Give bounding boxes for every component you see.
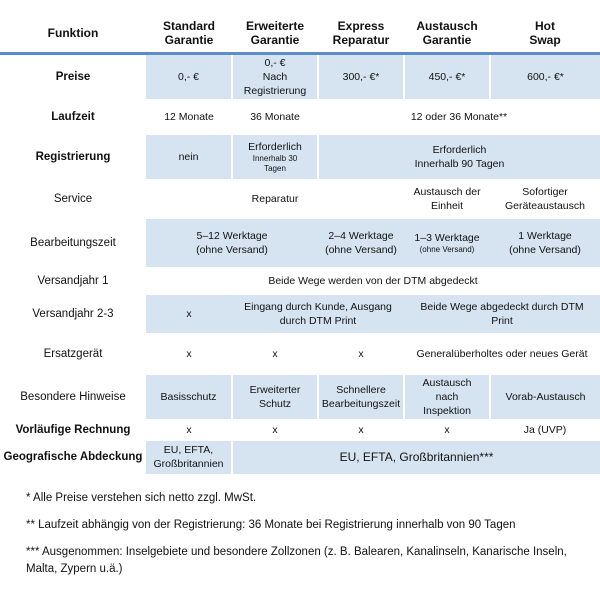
footnote-1: * Alle Preise verstehen sich netto zzgl. MwSt. [26,492,257,504]
cell-hotswap: Ja (UVP) [490,420,600,440]
row-label: Preise [0,54,146,100]
cell-rest: 12 oder 36 Monate** [318,100,600,134]
row-versandjahr-1 [0,268,600,294]
cell-standard: x [146,294,232,334]
cell-erweitert: 36 Monate [232,100,318,134]
cell-erweitert: x [232,334,318,374]
row-hinweise [0,374,600,420]
cell-erweitert: Erweiterter Schutz [232,374,318,420]
cell-reparatur: Reparatur [146,180,404,218]
cell-express: 300,- €* [318,54,404,100]
cell-hotswap: Vorab-Austausch [490,374,600,420]
row-service [0,180,600,218]
header-erweiterte-garantie: Erweiterte Garantie [232,14,318,54]
cell-austausch: Austausch nach Inspektion [404,374,490,420]
row-label: Bearbeitungszeit [0,218,146,268]
cell-express: x [318,420,404,440]
row-versandjahr-2-3 [0,294,600,334]
cell-hotswap: Sofortiger Geräteaustausch [490,180,600,218]
row-label: Geografische Abdeckung [3,451,143,463]
row-registrierung [0,134,600,180]
cell-erweitert: x [232,420,318,440]
header-hot-swap: Hot Swap [490,14,600,54]
cell-standard: Basisschutz [146,374,232,420]
header-standard-garantie: Standard Garantie [146,14,232,54]
cell-standard-erweitert: 5–12 Werktage (ohne Versand) [146,218,318,268]
row-rechnung [0,420,600,440]
cell-austausch: x [404,420,490,440]
row-label: Registrierung [0,134,146,180]
cell-standard: 0,- € [146,54,232,100]
row-preise [0,54,600,100]
cell-standard: nein [146,134,232,180]
row-ersatzgeraet [0,334,600,374]
cell-rest: Erforderlich Innerhalb 90 Tagen [318,134,600,180]
row-label: Versandjahr 1 [0,268,146,294]
cell-rest: Beide Wege abgedeckt durch DTM Print [404,294,600,334]
row-laufzeit [0,100,600,134]
footnotes [26,490,586,588]
row-label: Service [0,180,146,218]
cell-standard: EU, EFTA, Großbritannien [146,440,232,474]
cell-rest: Generalüberholtes oder neues Gerät [404,334,600,374]
cell-express: Schnellere Bearbeitungszeit [318,374,404,420]
cell-austausch: Austausch der Einheit [404,180,490,218]
cell-hotswap: 600,- €* [490,54,600,100]
row-label: Vorläufige Rechnung [0,420,146,440]
cell-erweitert: 0,- € Nach Registrierung [232,54,318,100]
cell-austausch: 450,- €* [404,54,490,100]
cell-standard: 12 Monate [146,100,232,134]
warranty-comparison-table [0,14,600,474]
row-bearbeitungszeit [0,218,600,268]
cell-express: x [318,334,404,374]
footnote-3: *** Ausgenommen: Inselgebiete und besondere Zollzonen (z. B. Balearen, Kanalinseln, Kanarische Inseln, Malta, Zypern u.ä.) [26,546,567,575]
cell-austausch: 1–3 Werktage (ohne Versand) [404,218,490,268]
row-label: Laufzeit [0,100,146,134]
header-austausch-garantie: Austausch Garantie [404,14,490,54]
cell-mid: Eingang durch Kunde, Ausgang durch DTM Print [232,294,404,334]
row-label: Besondere Hinweise [0,374,146,420]
cell-hotswap: 1 Werktage (ohne Versand) [490,218,600,268]
footnote-2: ** Laufzeit abhängig von der Registrierung: 36 Monate bei Registrierung innerhalb von 90 Tagen [26,519,516,531]
cell-standard: x [146,334,232,374]
header-express-reparatur: Express Reparatur [318,14,404,54]
row-abdeckung [0,440,600,474]
cell-rest: EU, EFTA, Großbritannien*** [232,440,600,474]
header-row [0,14,600,54]
cell-all: Beide Wege werden von der DTM abgedeckt [146,268,600,294]
row-label: Ersatzgerät [0,334,146,374]
cell-express: 2–4 Werktage (ohne Versand) [318,218,404,268]
row-label: Versandjahr 2-3 [0,294,146,334]
header-funktion: Funktion [0,14,146,54]
cell-standard: x [146,420,232,440]
cell-erweitert: Erforderlich Innerhalb 30 Tagen [232,134,318,180]
